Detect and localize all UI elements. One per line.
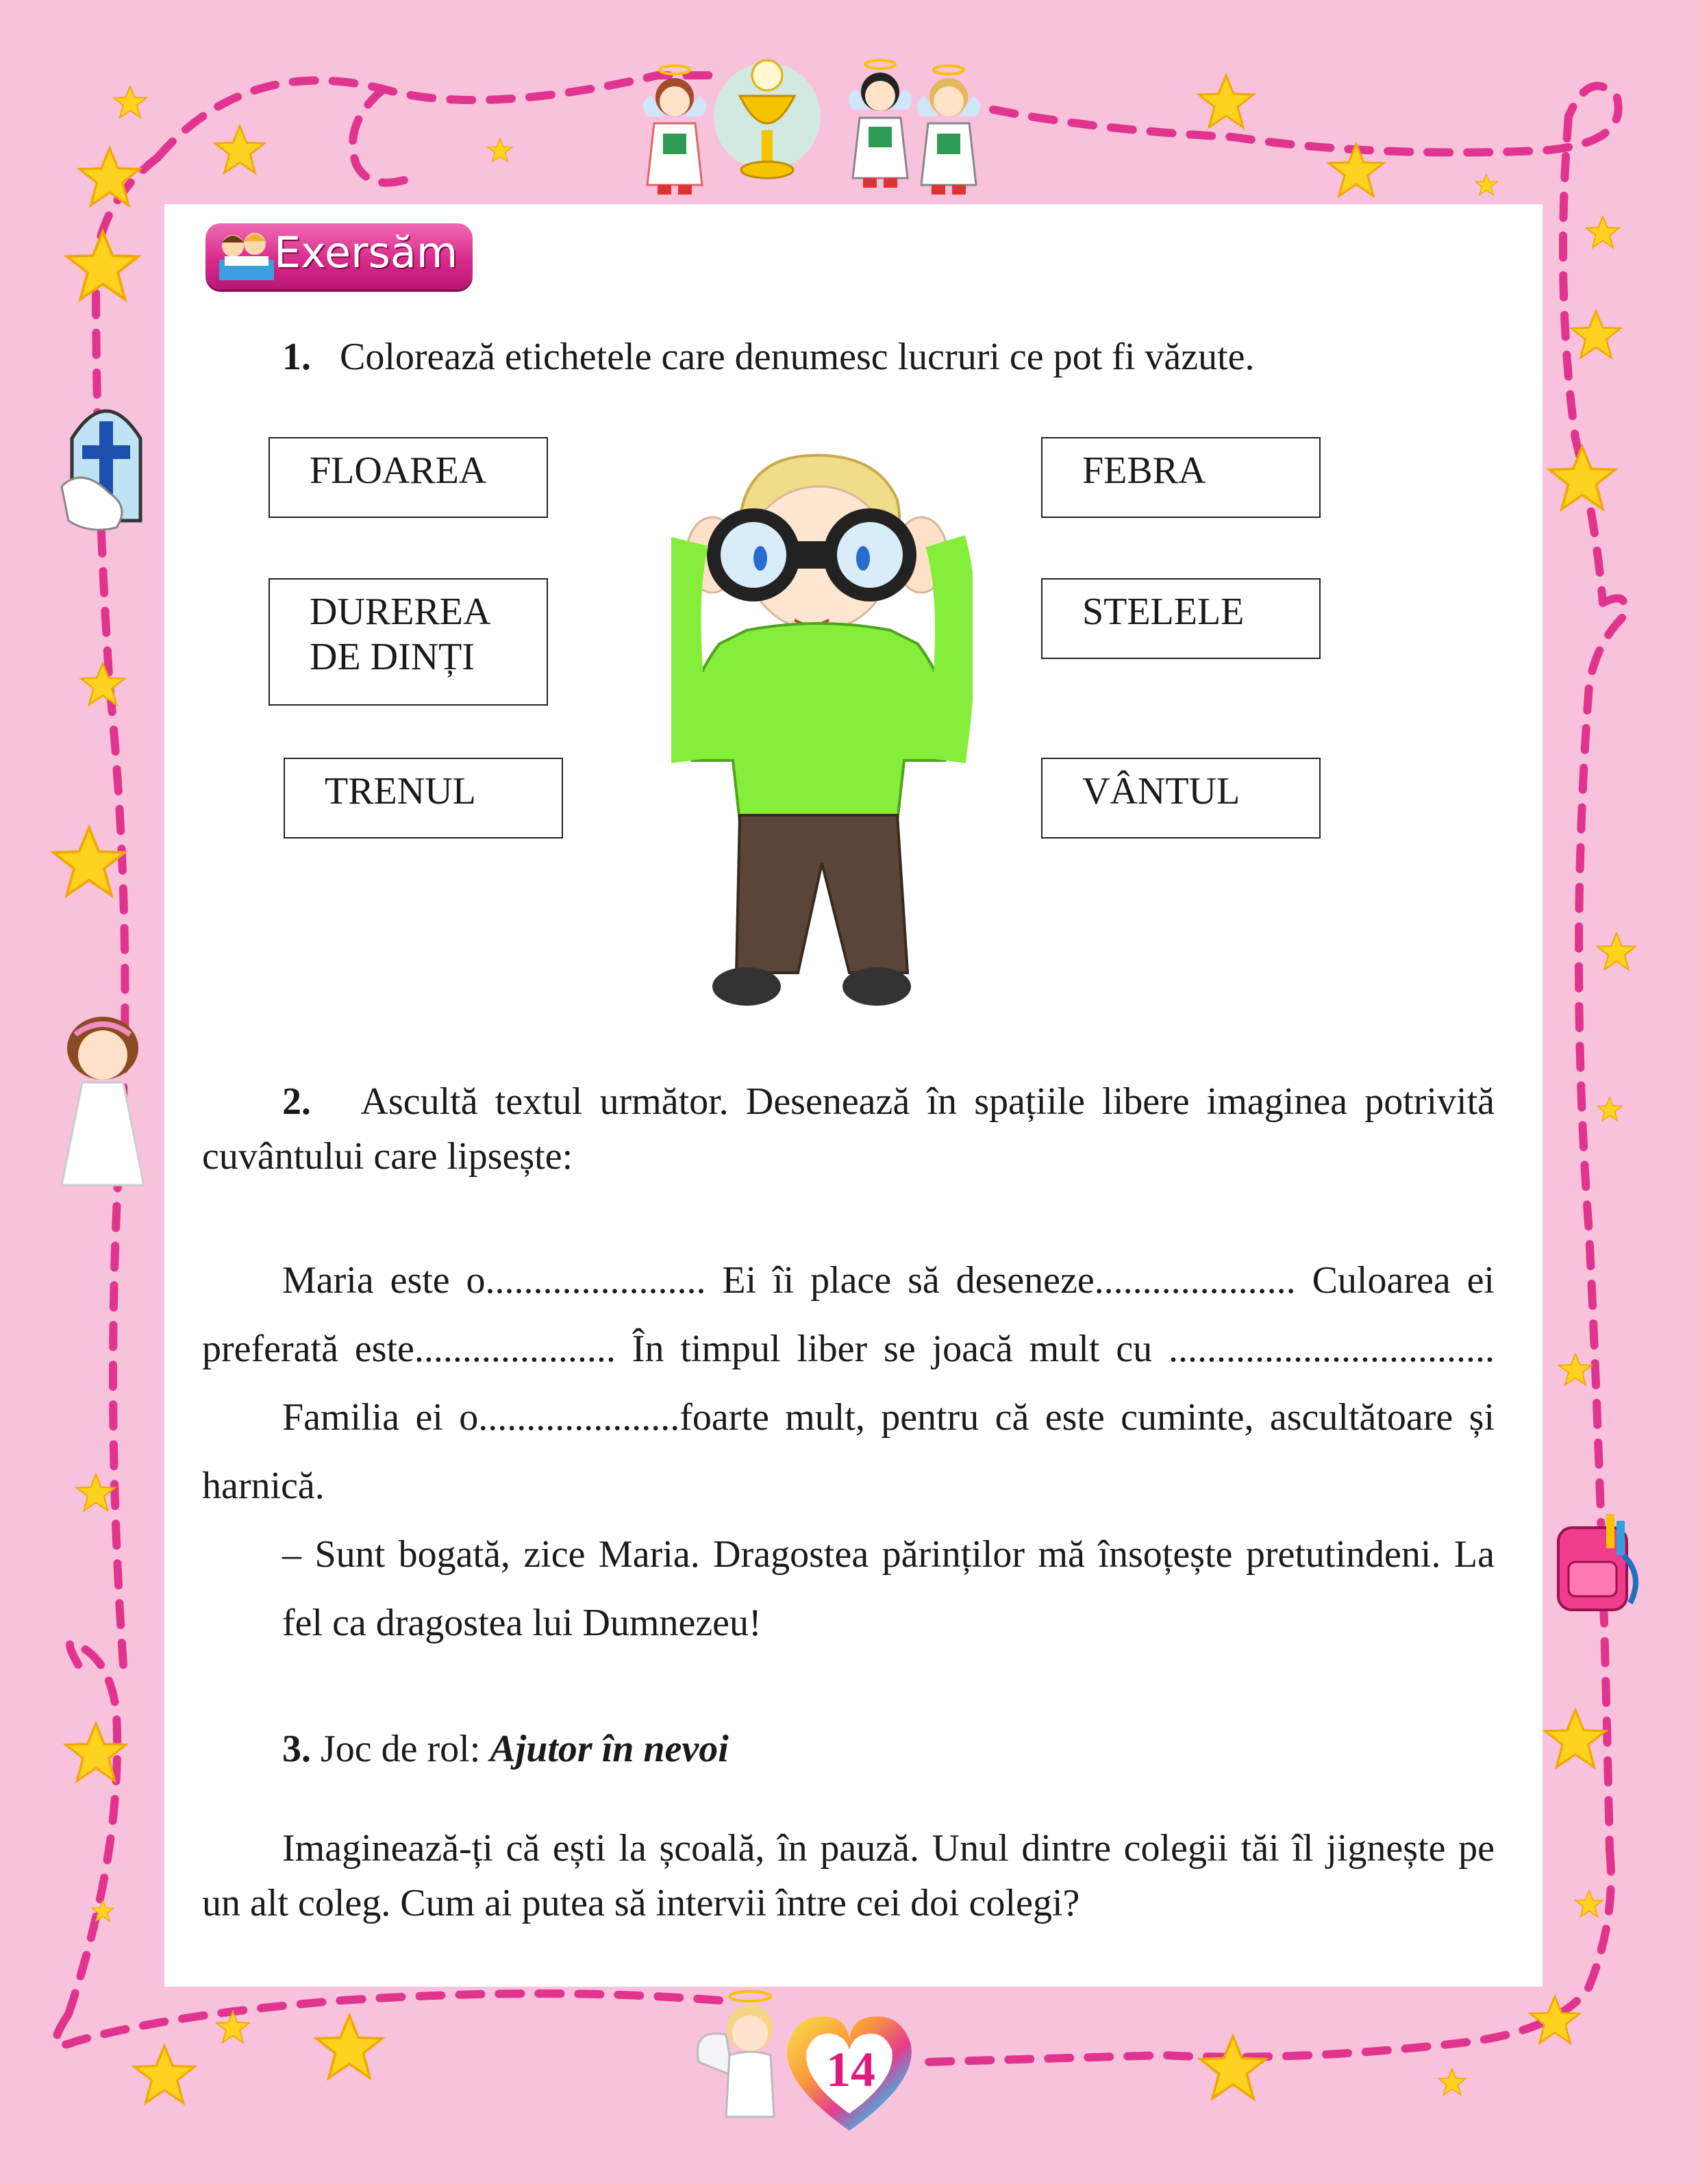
girl-communion-icon bbox=[55, 1014, 151, 1192]
text-line: Maria este o....................... Ei îi place să deseneze..................... Culoarea ei bbox=[282, 1259, 1495, 1302]
angel-icon bbox=[842, 55, 918, 192]
section-badge bbox=[205, 223, 473, 289]
label-text: VÂNTUL bbox=[1082, 770, 1240, 812]
label-stelele[interactable] bbox=[1041, 578, 1321, 659]
exercise2-instruction-line1 bbox=[282, 1079, 1495, 1125]
label-febra[interactable] bbox=[1041, 437, 1321, 518]
label-durerea-de-dinti[interactable] bbox=[269, 578, 548, 706]
exercise1-text: Colorează etichetele care denumesc lucruri ce pot fi văzute. bbox=[340, 336, 1255, 378]
label-text: FEBRA bbox=[1082, 449, 1206, 492]
page-number: 14 bbox=[826, 2042, 875, 2097]
label-text: TRENUL bbox=[325, 770, 476, 812]
label-trenul[interactable] bbox=[284, 758, 563, 839]
text-line: preferată este..................... În timpul liber se joacă mult cu .................................. bbox=[202, 1328, 1495, 1370]
label-floarea[interactable] bbox=[269, 437, 548, 518]
label-vantul[interactable] bbox=[1041, 758, 1321, 839]
children-reading-icon bbox=[212, 229, 281, 284]
exercise2-text: Ascultă textul următor. Desenează în spațiile libere imaginea potrivită bbox=[360, 1080, 1495, 1123]
text-line: – Sunt bogată, zice Maria. Dragostea părinților mă însoțește pretutindeni. La bbox=[282, 1533, 1495, 1576]
exercise3-title bbox=[282, 1726, 729, 1772]
exercise1-instruction bbox=[282, 334, 1255, 380]
text-line: harnică. bbox=[202, 1465, 325, 1507]
exercise2-instruction-line2: cuvântului care lipsește: bbox=[202, 1135, 573, 1178]
label-text: DE DINȚI bbox=[310, 636, 475, 678]
praying-angel-icon bbox=[692, 1987, 795, 2124]
exercise3-title-prefix: Joc de rol: bbox=[321, 1728, 490, 1770]
text-line: Familia ei o.....................foarte mult, pentru că este cuminte, ascultătoare și bbox=[282, 1396, 1495, 1439]
backpack-icon bbox=[1548, 1507, 1644, 1617]
boy-with-binoculars-illustration bbox=[671, 438, 973, 1021]
church-window-dove-icon bbox=[55, 384, 158, 541]
exercise1-number: 1. bbox=[282, 336, 311, 378]
exercise2-number: 2. bbox=[282, 1080, 311, 1123]
exercise3-text-line1: Imaginează-ți că ești la școală, în pauză. Unul dintre colegii tăi îl jignește pe bbox=[282, 1827, 1495, 1870]
label-text: FLOAREA bbox=[310, 449, 487, 492]
angel-icon bbox=[637, 62, 712, 199]
angel-icon bbox=[911, 62, 986, 199]
exercise3-number: 3. bbox=[282, 1728, 311, 1770]
exercise3-title-emphasis: Ajutor în nevoi bbox=[490, 1728, 729, 1770]
exercise3-text-line2: un alt coleg. Cum ai putea să intervii între cei doi colegi? bbox=[202, 1882, 1080, 1924]
chalice-icon bbox=[712, 55, 822, 192]
section-title: Exersăm bbox=[274, 227, 458, 277]
text-line: fel ca dragostea lui Dumnezeu! bbox=[282, 1602, 762, 1644]
label-text: DUREREA bbox=[310, 591, 491, 633]
label-text: STELELE bbox=[1082, 591, 1245, 633]
